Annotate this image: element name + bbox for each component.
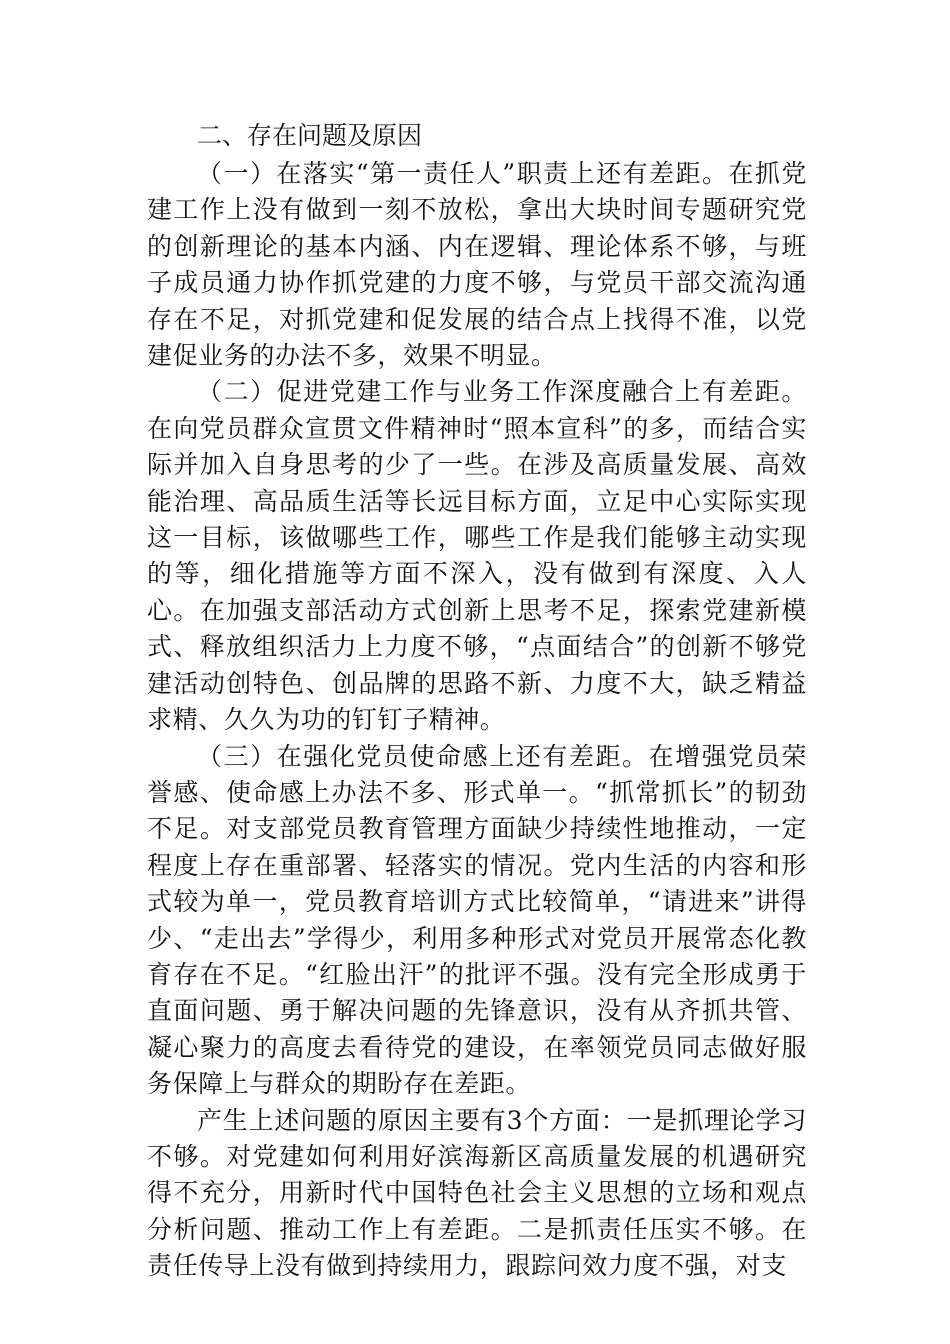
paragraph-integration-gap: （二）促进党建工作与业务工作深度融合上有差距。在向党员群众宣贯文件精神时“照本宣科”的多，而结合实际并加入自身思考的少了一些。在涉及高质量发展、高效能治理、高品质生活等长远目标方面，立足中心实际实现这一目标，该做哪些工作，哪些工作是我们能够主动实现的等，细化措施等方面不深入，没有做到有深度、入人心。在加强支部活动方式创新上思考不足，探索党建新模式、释放组织活力上力度不够，“点面结合”的创新不够党建活动创特色、创品牌的思路不新、力度不大，缺乏精益求精、久久为功的钉钉子精神。 xyxy=(147,377,807,735)
document-body xyxy=(147,116,807,1285)
paragraph-mission-gap: （三）在强化党员使命感上还有差距。在增强党员荣誉感、使命感上办法不多、形式单一。“抓常抓长”的韧劲不足。对支部党员教育管理方面缺少持续性地推动，一定程度上存在重部署、轻落实的情况。党内生活的内容和形式较为单一，党员教育培训方式比较简单，“请进来”讲得少、“走出去”学得少，利用多种形式对党员开展常态化教育存在不足。“红脸出汗”的批评不强。没有完全形成勇于直面问题、勇于解决问题的先锋意识，没有从齐抓共管、凝心聚力的高度去看待党的建设，在率领党员同志做好服务保障上与群众的期盼存在差距。 xyxy=(147,741,807,1099)
paragraph-root-causes: 产生上述问题的原因主要有3个方面：一是抓理论学习不够。对党建如何利用好滨海新区高质量发展的机遇研究得不充分，用新时代中国特色社会主义思想的立场和观点分析问题、推动工作上有差距。二是抓责任压实不够。在责任传导上没有做到持续用力，跟踪问效力度不强，对支 xyxy=(147,1105,807,1281)
paragraph-responsibility-gap: （一）在落实“第一责任人”职责上还有差距。在抓党建工作上没有做到一刻不放松，拿出大块时间专题研究党的创新理论的基本内涵、内在逻辑、理论体系不够，与班子成员通力协作抓党建的力度不够，与党员干部交流沟通存在不足，对抓党建和促发展的结合点上找得不准，以党建促业务的办法不多，效果不明显。 xyxy=(147,159,807,371)
section-heading: 二、存在问题及原因 xyxy=(197,121,423,150)
